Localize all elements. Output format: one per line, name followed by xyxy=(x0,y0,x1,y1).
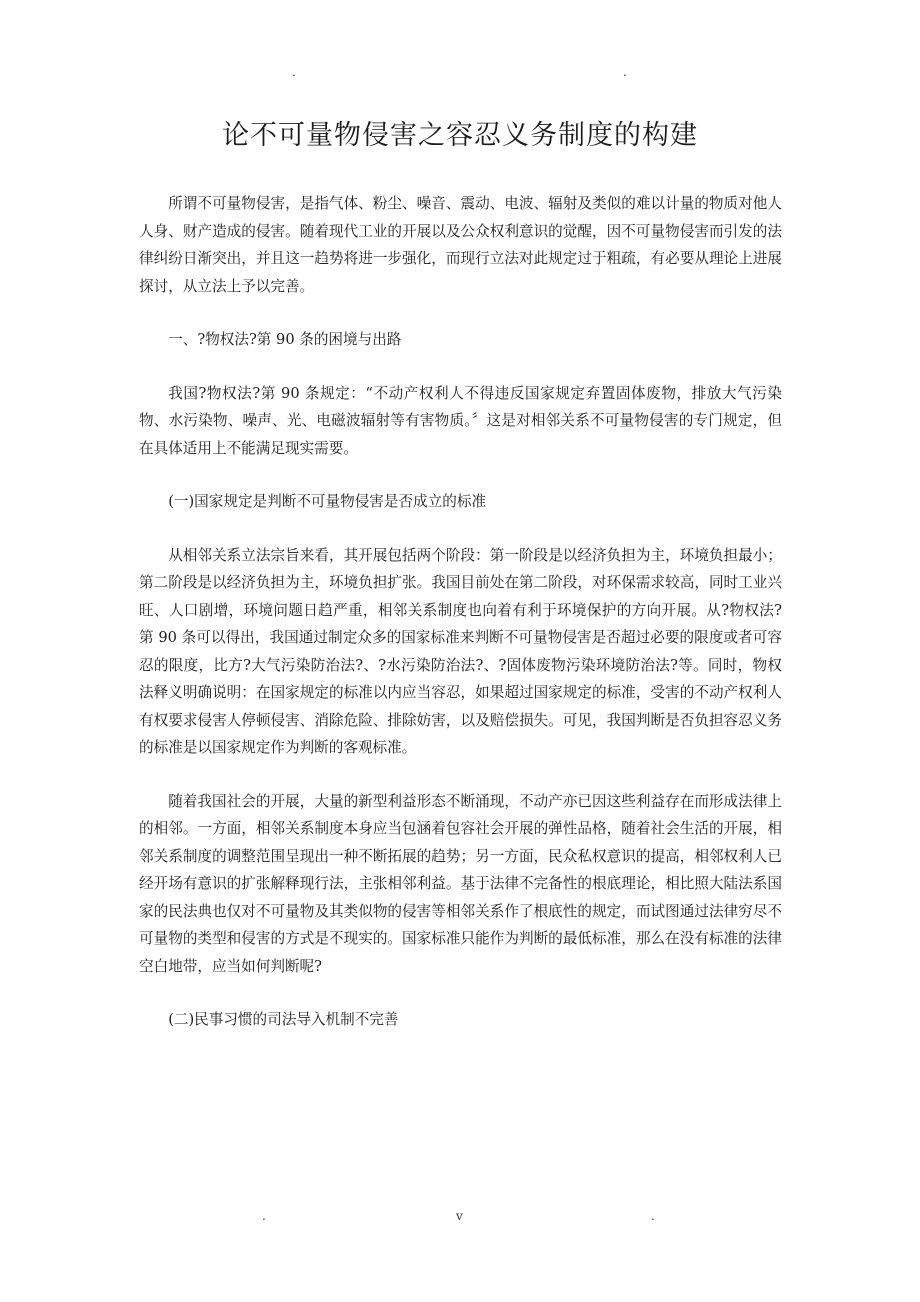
footer-mark-center: v xyxy=(456,1209,463,1223)
document-body xyxy=(139,190,782,1060)
subsection-heading-2: (二)民事习惯的司法导入机制不完善 xyxy=(168,1011,399,1028)
paragraph-article-90: 我国?物权法?第 90 条规定：“不动产权利人不得违反国家规定弃置固体废物，排放大气污染物、水污染物、噪声、光、电磁波辐射等有害物质。〞这是对相邻关系不可量物侵害的专门规定，但在具体适用上不能满足现实需要。 xyxy=(139,384,782,457)
footer-mark-left: . xyxy=(262,1209,266,1223)
header-mark-left: . xyxy=(292,65,296,79)
footer-mark-right: . xyxy=(651,1209,655,1223)
subsection-heading-1: (一)国家规定是判断不可量物侵害是否成立的标准 xyxy=(168,493,487,510)
paragraph-social-development: 随着我国社会的开展，大量的新型利益形态不断涌现，不动产亦已因这些利益存在而形成法律上的相邻。一方面，相邻关系制度本身应当包涵着包容社会开展的弹性品格，随着社会生活的开展，相邻关系制度的调整范围呈现出一种不断拓展的趋势；另一方面，民众私权意识的提高，相邻权利人已经开场有意识的扩张解释现行法，主张相邻利益。基于法律不完备性的根底理论，相比照大陆法系国家的民法典也仅对不可量物及其类似物的侵害等相邻关系作了根底性的规定，而试图通过法律穷尽不可量物的类型和侵害的方式是不现实的。国家标准只能作为判断的最低标准，那么在没有标准的法律空白地带，应当如何判断呢? xyxy=(139,792,782,975)
section-heading-1: 一、?物权法?第 90 条的困境与出路 xyxy=(168,331,402,348)
document-title: 论不可量物侵害之容忍义务制度的构建 xyxy=(222,120,698,151)
paragraph-intro: 所谓不可量物侵害，是指气体、粉尘、噪音、震动、电波、辐射及类似的难以计量的物质对他人人身、财产造成的侵害。随着现代工业的开展以及公众权利意识的觉醒，因不可量物侵害而引发的法律纠纷日渐突出，并且这一趋势将进一步强化，而现行立法对此规定过于粗疏，有必要从理论上进展探讨，从立法上予以完善。 xyxy=(139,195,782,295)
header-mark-right: . xyxy=(623,65,627,79)
paragraph-national-standard: 从相邻关系立法宗旨来看，其开展包括两个阶段：第一阶段是以经济负担为主，环境负担最小；第二阶段是以经济负担为主，环境负担扩张。我国目前处在第二阶段，对环保需求较高，同时工业兴旺、人口剧增，环境问题日趋严重，相邻关系制度也向着有利于环境保护的方向开展。从?物权法?第 90 条可以得出，我国通过制定众多的国家标准来判断不可量物侵害是否超过必要的限度或者可容忍的限度，比方?大气污染防治法?、?水污染防治法?、?固体废物污染环境防治法?等。同时，物权法释义明确说明：在国家规定的标准以内应当容忍，如果超过国家规定的标准，受害的不动产权利人有权要求侵害人停顿侵害、消除危险、排除妨害，以及赔偿损失。可见，我国判断是否负担容忍义务的标准是以国家规定作为判断的客观标准。 xyxy=(139,546,782,756)
